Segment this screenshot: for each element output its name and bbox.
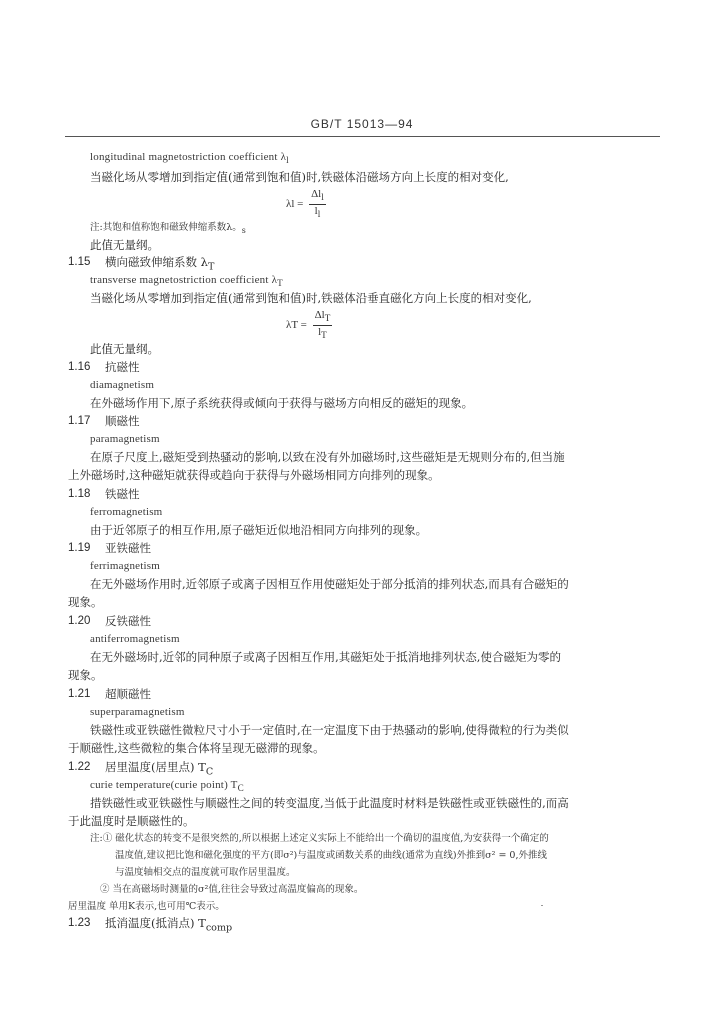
clause-number-1-15: 1.15 [68,256,91,268]
clause-number-1-23: 1.23 [68,917,91,929]
standard-code-header: GB/T 15013—94 [310,117,414,131]
term-chinese-paramagnetism: 顺磁性 [105,414,140,428]
clause-number-1-21: 1.21 [68,688,91,700]
header-rule [65,136,660,137]
definition-antiferromagnetism-line-2: 现象。 [68,668,103,682]
definition-curie-temperature-line-2: 于此温度时是顺磁性的。 [68,814,195,828]
definition-ferrimagnetism-line-2: 现象。 [68,595,103,609]
note-curie-2: ② 当在高磁场时测量的σ²值,往往会导致过高温度偏高的现象。 [100,884,364,895]
note-curie-1-line-1: 注:① 磁化状态的转变不是很突然的,所以根据上述定义实际上不能给出一个确切的温度值,为安获得一个确定的 [90,833,549,844]
term-chinese-compensation-temperature: 抵消温度(抵消点) $T_{comp}$ [105,916,233,934]
note-saturation: 注:其饱和值称饱和磁致伸缩系数λ。$_s$ [90,222,246,235]
term-english-transverse: transverse magnetostriction coefficient $\lambda_T$ [90,274,283,289]
note-curie-1-line-3: 与温度轴相交点的温度就可取作居里温度。 [115,867,296,878]
definition-diamagnetism: 在外磁场作用下,原子系统获得或倾向于获得与磁场方向相反的磁矩的现象。 [90,396,474,410]
clause-number-1-22: 1.22 [68,761,91,773]
definition-ferromagnetism: 由于近邻原子的相互作用,原子磁矩近似地沿相同方向排列的现象。 [90,523,428,537]
term-chinese-ferromagnetism: 铁磁性 [105,487,140,501]
formula-longitudinal: λl = $\frac{\Delta l_l}{l_l}$ [286,188,324,220]
term-english-superparamagnetism: superparamagnetism [90,706,185,718]
definition-superparamagnetism-line-1: 铁磁性或亚铁磁性微粒尺寸小于一定值时,在一定温度下由于热骚动的影响,使得微粒的行为类似 [90,723,569,737]
term-english-curie-temperature: curie temperature(curie point) $T_C$ [90,779,244,794]
formula-transverse: λT = $\frac{\Delta l_T}{l_T}$ [286,309,331,341]
term-chinese-diamagnetism: 抗磁性 [105,360,140,374]
term-chinese-transverse: 横向磁致伸缩系数 $\lambda_T$ [105,255,215,273]
term-english-paramagnetism: paramagnetism [90,433,160,445]
clause-number-1-17: 1.17 [68,415,91,427]
dimensionless-note-1: 此值无量纲。 [90,238,159,252]
clause-number-1-19: 1.19 [68,542,91,554]
definition-longitudinal: 当磁化场从零增加到指定值(通常到饱和值)时,铁磁体沿磁场方向上长度的相对变化, [90,170,509,184]
scan-speck [541,905,543,906]
definition-paramagnetism-line-1: 在原子尺度上,磁矩受到热骚动的影响,以致在没有外加磁场时,这些磁矩是无规则分布的,但当施 [90,450,565,464]
definition-antiferromagnetism-line-1: 在无外磁场时,近邻的同种原子或离子因相互作用,其磁矩处于抵消地排列状态,使合磁矩为零的 [90,650,561,664]
definition-superparamagnetism-line-2: 于顺磁性,这些微粒的集合体将呈现无磁滞的现象。 [68,741,325,755]
clause-number-1-16: 1.16 [68,361,91,373]
term-chinese-ferrimagnetism: 亚铁磁性 [105,541,151,555]
curie-temperature-unit-note: 居里温度 单用K表示,也可用℃表示。 [68,901,225,912]
dimensionless-note-2: 此值无量纲。 [90,342,159,356]
definition-curie-temperature-line-1: 措铁磁性或亚铁磁性与顺磁性之间的转变温度,当低于此温度时材料是铁磁性或亚铁磁性的,而高 [90,796,569,810]
term-chinese-curie-temperature: 居里温度(居里点) $T_C$ [105,760,214,778]
term-english-ferromagnetism: ferromagnetism [90,506,163,518]
definition-ferrimagnetism-line-1: 在无外磁场作用时,近邻原子或离子因相互作用使磁矩处于部分抵消的排列状态,而具有合磁矩的 [90,577,569,591]
term-english-longitudinal: longitudinal magnetostriction coefficient $\lambda_l$ [90,151,289,166]
clause-number-1-20: 1.20 [68,615,91,627]
term-chinese-superparamagnetism: 超顺磁性 [105,687,151,701]
definition-transverse: 当磁化场从零增加到指定值(通常到饱和值)时,铁磁体沿垂直磁化方向上长度的相对变化, [90,291,532,305]
term-english-antiferromagnetism: antiferromagnetism [90,633,180,645]
note-curie-1-line-2: 温度值,建议把比饱和磁化强度的平方(即σ²)与温度或函数关系的曲线(通常为直线)外推到σ² = 0,外推线 [115,850,547,861]
term-chinese-antiferromagnetism: 反铁磁性 [105,614,151,628]
term-english-ferrimagnetism: ferrimagnetism [90,560,160,572]
definition-paramagnetism-line-2: 上外磁场时,这种磁矩就获得或趋向于获得与外磁场相同方向排列的现象。 [68,468,440,482]
clause-number-1-18: 1.18 [68,488,91,500]
term-english-diamagnetism: diamagnetism [90,379,155,391]
